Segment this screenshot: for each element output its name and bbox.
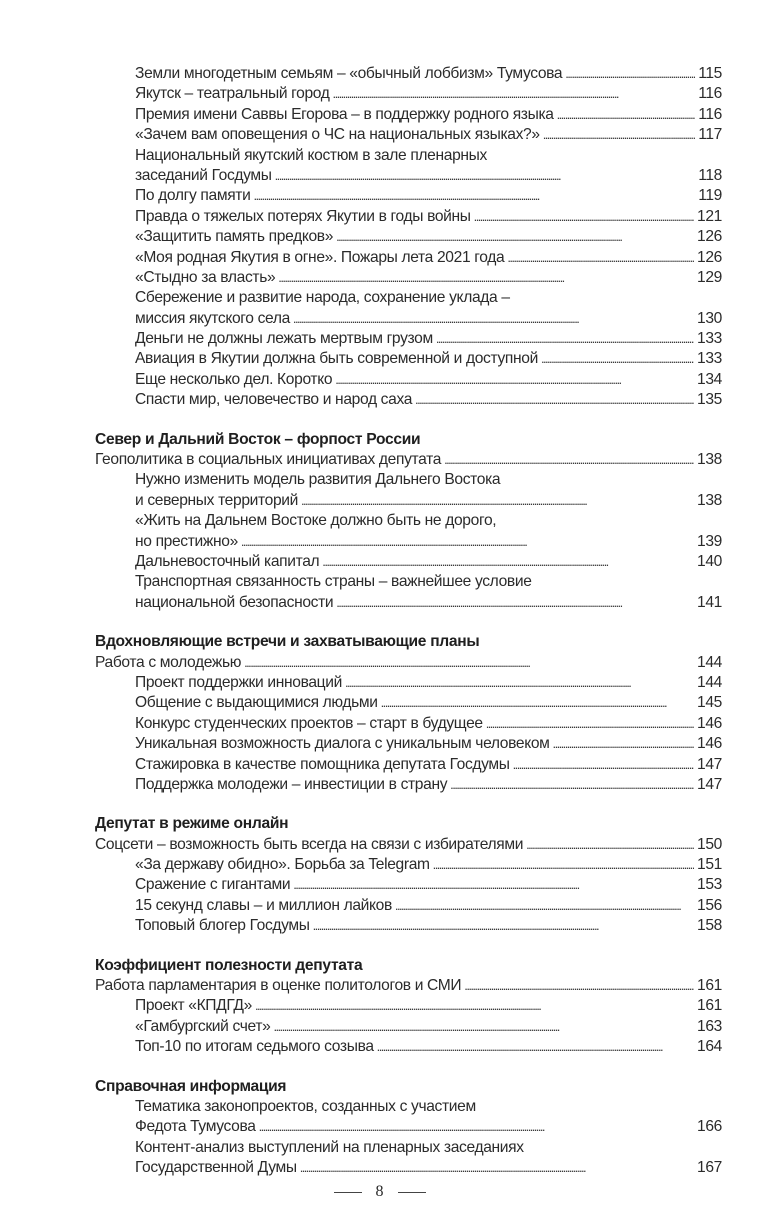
toc-entry-title: заседаний Госдумы	[135, 166, 272, 184]
section-heading: Коэффициент полезности депутата	[95, 956, 363, 974]
toc-entry-line	[95, 875, 722, 895]
toc-page-number: 116	[698, 105, 722, 123]
toc-page-number: 140	[697, 552, 722, 570]
toc-entry[interactable]	[95, 186, 722, 206]
toc-entry-title: Топ-10 по итогам седьмого созыва	[135, 1038, 374, 1056]
toc-entry-line	[95, 268, 722, 288]
leader-dots	[395, 896, 694, 916]
toc-page-number: 135	[697, 391, 722, 409]
footer-dash-left	[334, 1192, 362, 1193]
toc-entry[interactable]	[95, 288, 722, 329]
toc-entry[interactable]	[95, 673, 722, 693]
toc-entry-line	[95, 248, 722, 268]
toc-entry[interactable]	[95, 755, 722, 775]
leader-dots	[244, 653, 694, 673]
toc-entry[interactable]	[95, 714, 722, 734]
toc-entry-title: Сражение с гигантами	[135, 876, 291, 894]
leader-dots	[377, 1037, 694, 1057]
toc-entry[interactable]	[95, 227, 722, 247]
toc-entry-title: «За державу обидно». Борьба за Telegram	[135, 856, 430, 874]
toc-entry-title: но престижно»	[135, 532, 238, 550]
toc-chapter-line[interactable]	[95, 835, 722, 855]
leader-dots	[322, 552, 694, 572]
toc-entry-title: Дальневосточный капитал	[135, 552, 320, 570]
toc-entry[interactable]	[95, 268, 722, 288]
toc-entry-title: Еще несколько дел. Коротко	[135, 370, 333, 388]
toc-page-number: 156	[697, 896, 722, 914]
leader-dots	[541, 349, 694, 369]
toc-entry[interactable]	[95, 84, 722, 104]
toc-entry-line	[95, 186, 722, 206]
toc-page-number: 141	[697, 593, 722, 611]
toc-entry-line	[95, 755, 722, 775]
toc-entry-title: Проект поддержки инноваций	[135, 673, 342, 691]
toc-page-number: 144	[697, 653, 722, 671]
toc-entry-title: национальной безопасности	[135, 593, 334, 611]
section-heading: Справочная информация	[95, 1077, 287, 1095]
toc-entry-title: Государственной Думы	[135, 1159, 297, 1177]
toc-page-number: 147	[697, 775, 722, 793]
toc-entry-line	[95, 714, 722, 734]
toc-entry-title: Стажировка в качестве помощника депутата Госдумы	[135, 755, 510, 773]
leader-dots	[450, 775, 694, 795]
toc-entry-line	[95, 673, 722, 693]
toc-entry[interactable]	[95, 1017, 722, 1037]
toc-entry-line	[95, 207, 722, 227]
toc-entry-line	[95, 693, 722, 713]
toc-entry-line	[95, 775, 722, 795]
toc-page-number: 146	[697, 714, 722, 732]
toc-page-number: 119	[698, 187, 722, 205]
toc-entry[interactable]	[95, 896, 722, 916]
toc-entry[interactable]	[95, 734, 722, 754]
toc-page-number: 133	[697, 350, 722, 368]
toc-entry-title-line: Национальный якутский костюм в зале пленарных	[135, 146, 487, 164]
toc-entry-title: и северных территорий	[135, 491, 298, 509]
toc-chapter-title: Работа парламентария в оценке политологов и СМИ	[95, 977, 462, 995]
toc-page-number: 146	[697, 735, 722, 753]
toc-entry[interactable]	[95, 1097, 722, 1138]
toc-page-number: 138	[697, 451, 722, 469]
toc-entry-title: Общение с выдающимися людьми	[135, 694, 378, 712]
leader-dots	[253, 186, 695, 206]
toc-page-number: 145	[697, 694, 722, 712]
leader-dots	[273, 1017, 694, 1037]
leader-dots	[241, 532, 694, 552]
toc-entry-title: миссия якутского села	[135, 309, 290, 327]
toc-entry-title-line: Сбережение и развитие народа, сохранение уклада –	[135, 289, 510, 307]
toc-entry[interactable]	[95, 996, 722, 1016]
leader-dots	[526, 835, 694, 855]
toc-entry-line	[95, 227, 722, 247]
toc-entry-title: 15 секунд славы – и миллион лайков	[135, 896, 392, 914]
toc-entry[interactable]	[95, 511, 722, 552]
page-footer	[0, 1183, 759, 1201]
toc-entry-title: Якутск – театральный город	[135, 85, 330, 103]
toc-entry-line	[95, 329, 722, 349]
leader-dots	[335, 370, 694, 390]
toc-chapter-title: Геополитика в социальных инициативах депутата	[95, 451, 442, 469]
leader-dots	[336, 227, 694, 247]
leader-dots	[557, 105, 696, 125]
toc-entry[interactable]	[95, 693, 722, 713]
toc-entry[interactable]	[95, 470, 722, 511]
toc-entry-title: Конкурс студенческих проектов – старт в будущее	[135, 714, 483, 732]
toc-page-number: 153	[697, 876, 722, 894]
toc-entry-title: Поддержка молодежи – инвестиции в страну	[135, 775, 448, 793]
leader-dots	[255, 996, 694, 1016]
toc-page-number: 118	[698, 166, 722, 184]
leader-dots	[333, 84, 696, 104]
toc-page-number: 117	[698, 126, 722, 144]
toc-page-number: 129	[697, 268, 722, 286]
leader-dots	[553, 734, 694, 754]
toc-entry[interactable]	[95, 1037, 722, 1057]
toc-page-number: 116	[698, 85, 722, 103]
toc-entry-title: «Стыдно за власть»	[135, 268, 276, 286]
toc-entry-title: Земли многодетным семьям – «обычный лоббизм» Тумусова	[135, 65, 563, 82]
toc-entry-title: Топовый блогер Госдумы	[135, 917, 310, 935]
toc-entry-title: Правда о тяжелых потерях Якутии в годы войны	[135, 207, 471, 225]
leader-dots	[433, 855, 694, 875]
toc-entry[interactable]	[95, 855, 722, 875]
toc-entry-title-line: Нужно изменить модель развития Дальнего Востока	[135, 471, 501, 489]
toc-entry-line	[95, 166, 722, 186]
toc-page-number: 133	[697, 330, 722, 348]
toc-entry-line	[95, 552, 722, 572]
toc-page-number: 144	[697, 673, 722, 691]
toc-entry-title: Премия имени Саввы Егорова – в поддержку родного языка	[135, 105, 554, 123]
toc-page-number: 151	[697, 856, 722, 874]
toc-entry[interactable]	[95, 390, 722, 410]
leader-dots	[565, 64, 695, 84]
toc-entry[interactable]	[95, 207, 722, 227]
leader-dots	[301, 491, 694, 511]
toc-entry-line	[95, 734, 722, 754]
toc-entry-title: По долгу памяти	[135, 187, 251, 205]
toc-entry[interactable]	[95, 125, 722, 145]
toc-entry-title: Авиация в Якутии должна быть современной и доступной	[135, 350, 538, 368]
toc-page-number: 161	[697, 977, 722, 995]
toc-chapter-title: Соцсети – возможность быть всегда на связи с избирателями	[95, 835, 524, 853]
toc-entry[interactable]	[95, 248, 722, 268]
toc-entry[interactable]	[95, 370, 722, 390]
leader-dots	[507, 248, 694, 268]
toc-entry-line	[95, 84, 722, 104]
leader-dots	[444, 450, 694, 470]
toc-entry[interactable]	[95, 105, 722, 125]
toc-entry-title: «Моя родная Якутия в огне». Пожары лета 2021 года	[135, 248, 505, 266]
toc-entry[interactable]	[95, 916, 722, 936]
toc-page-number: 134	[697, 370, 722, 388]
leader-dots	[486, 714, 694, 734]
toc-page-number: 167	[697, 1159, 722, 1177]
leader-dots	[474, 207, 694, 227]
leader-dots	[381, 693, 694, 713]
toc-entry-title: Спасти мир, человечество и народ саха	[135, 391, 413, 409]
toc-entry-title-line: «Жить на Дальнем Востоке должно быть не дорого,	[135, 512, 497, 530]
leader-dots	[415, 390, 694, 410]
toc-entry-title: «Зачем вам оповещения о ЧС на национальных языках?»	[135, 126, 540, 144]
leader-dots	[336, 593, 694, 613]
toc-entry[interactable]	[95, 775, 722, 795]
toc-page-number: 130	[697, 309, 722, 327]
toc-chapter-line[interactable]	[95, 976, 722, 996]
toc-entry[interactable]	[95, 875, 722, 895]
toc-entry-line	[95, 125, 722, 145]
leader-dots	[436, 329, 694, 349]
toc-page-number: 150	[697, 835, 722, 853]
toc-entry[interactable]	[95, 146, 722, 187]
toc-entry-line	[95, 491, 722, 511]
leader-dots	[293, 875, 694, 895]
toc-entry-title: Федота Тумусова	[135, 1118, 256, 1136]
toc-page-number: 126	[697, 248, 722, 266]
section-heading: Депутат в режиме онлайн	[95, 815, 289, 833]
toc-entry-title: «Защитить память предков»	[135, 228, 334, 246]
leader-dots	[513, 755, 694, 775]
toc-entry-line	[95, 855, 722, 875]
leader-dots	[300, 1158, 694, 1178]
toc-entry-line	[95, 896, 722, 916]
toc-entry-line	[95, 1037, 722, 1057]
toc-entry-line	[95, 390, 722, 410]
leader-dots	[259, 1117, 694, 1137]
leader-dots	[293, 309, 694, 329]
section-heading: Север и Дальний Восток – форпост России	[95, 430, 421, 448]
toc-entry[interactable]	[95, 349, 722, 369]
toc-chapter-title: Работа с молодежью	[95, 653, 242, 671]
leader-dots	[275, 166, 696, 186]
leader-dots	[345, 673, 694, 693]
toc-entry-title-line: Тематика законопроектов, созданных с участием	[135, 1097, 476, 1115]
toc-entry-line	[95, 309, 722, 329]
leader-dots	[313, 916, 694, 936]
toc-page-number: 166	[697, 1118, 722, 1136]
toc-entry-line	[95, 1117, 722, 1137]
toc-entry-line	[95, 1017, 722, 1037]
toc-page-number: 126	[697, 228, 722, 246]
page-number: 8	[375, 1183, 384, 1200]
toc-chapter-line[interactable]	[95, 653, 722, 673]
toc-entry-line	[95, 532, 722, 552]
leader-dots	[464, 976, 694, 996]
toc-chapter-line[interactable]	[95, 450, 722, 470]
toc-entry-line	[95, 1158, 722, 1178]
toc-entry-line	[95, 349, 722, 369]
toc-entry[interactable]	[95, 552, 722, 572]
toc-entry-title: Деньги не должны лежать мертвым грузом	[135, 330, 433, 348]
table-of-contents	[95, 64, 722, 1179]
toc-entry-title-line: Контент-анализ выступлений на пленарных заседаниях	[135, 1138, 524, 1156]
toc-entry-title: Уникальная возможность диалога с уникальным человеком	[135, 735, 550, 753]
toc-page-number: 115	[698, 65, 722, 82]
toc-entry-line	[95, 105, 722, 125]
toc-entry-title-line: Транспортная связанность страны – важнейшее условие	[135, 573, 532, 591]
toc-entry-line	[95, 370, 722, 390]
toc-entry-title: Проект «КПДГД»	[135, 997, 252, 1015]
toc-entry[interactable]	[95, 572, 722, 613]
leader-dots	[278, 268, 694, 288]
toc-entry-line	[95, 64, 722, 84]
toc-page-number: 147	[697, 755, 722, 773]
section-heading: Вдохновляющие встречи и захватывающие планы	[95, 633, 480, 651]
toc-entry[interactable]	[95, 1138, 722, 1179]
toc-entry-title: «Гамбургский счет»	[135, 1017, 271, 1035]
toc-entry-line	[95, 593, 722, 613]
toc-entry[interactable]	[95, 329, 722, 349]
footer-dash-right	[398, 1192, 426, 1193]
toc-entry-line	[95, 916, 722, 936]
toc-page-number: 158	[697, 917, 722, 935]
toc-entry-line	[95, 996, 722, 1016]
toc-page-number: 164	[697, 1038, 722, 1056]
toc-entry[interactable]	[95, 64, 722, 84]
toc-page-number: 121	[697, 207, 722, 225]
toc-page-number: 139	[697, 532, 722, 550]
leader-dots	[543, 125, 695, 145]
toc-page-number: 138	[697, 491, 722, 509]
toc-page-number: 163	[697, 1017, 722, 1035]
toc-page-number: 161	[697, 997, 722, 1015]
